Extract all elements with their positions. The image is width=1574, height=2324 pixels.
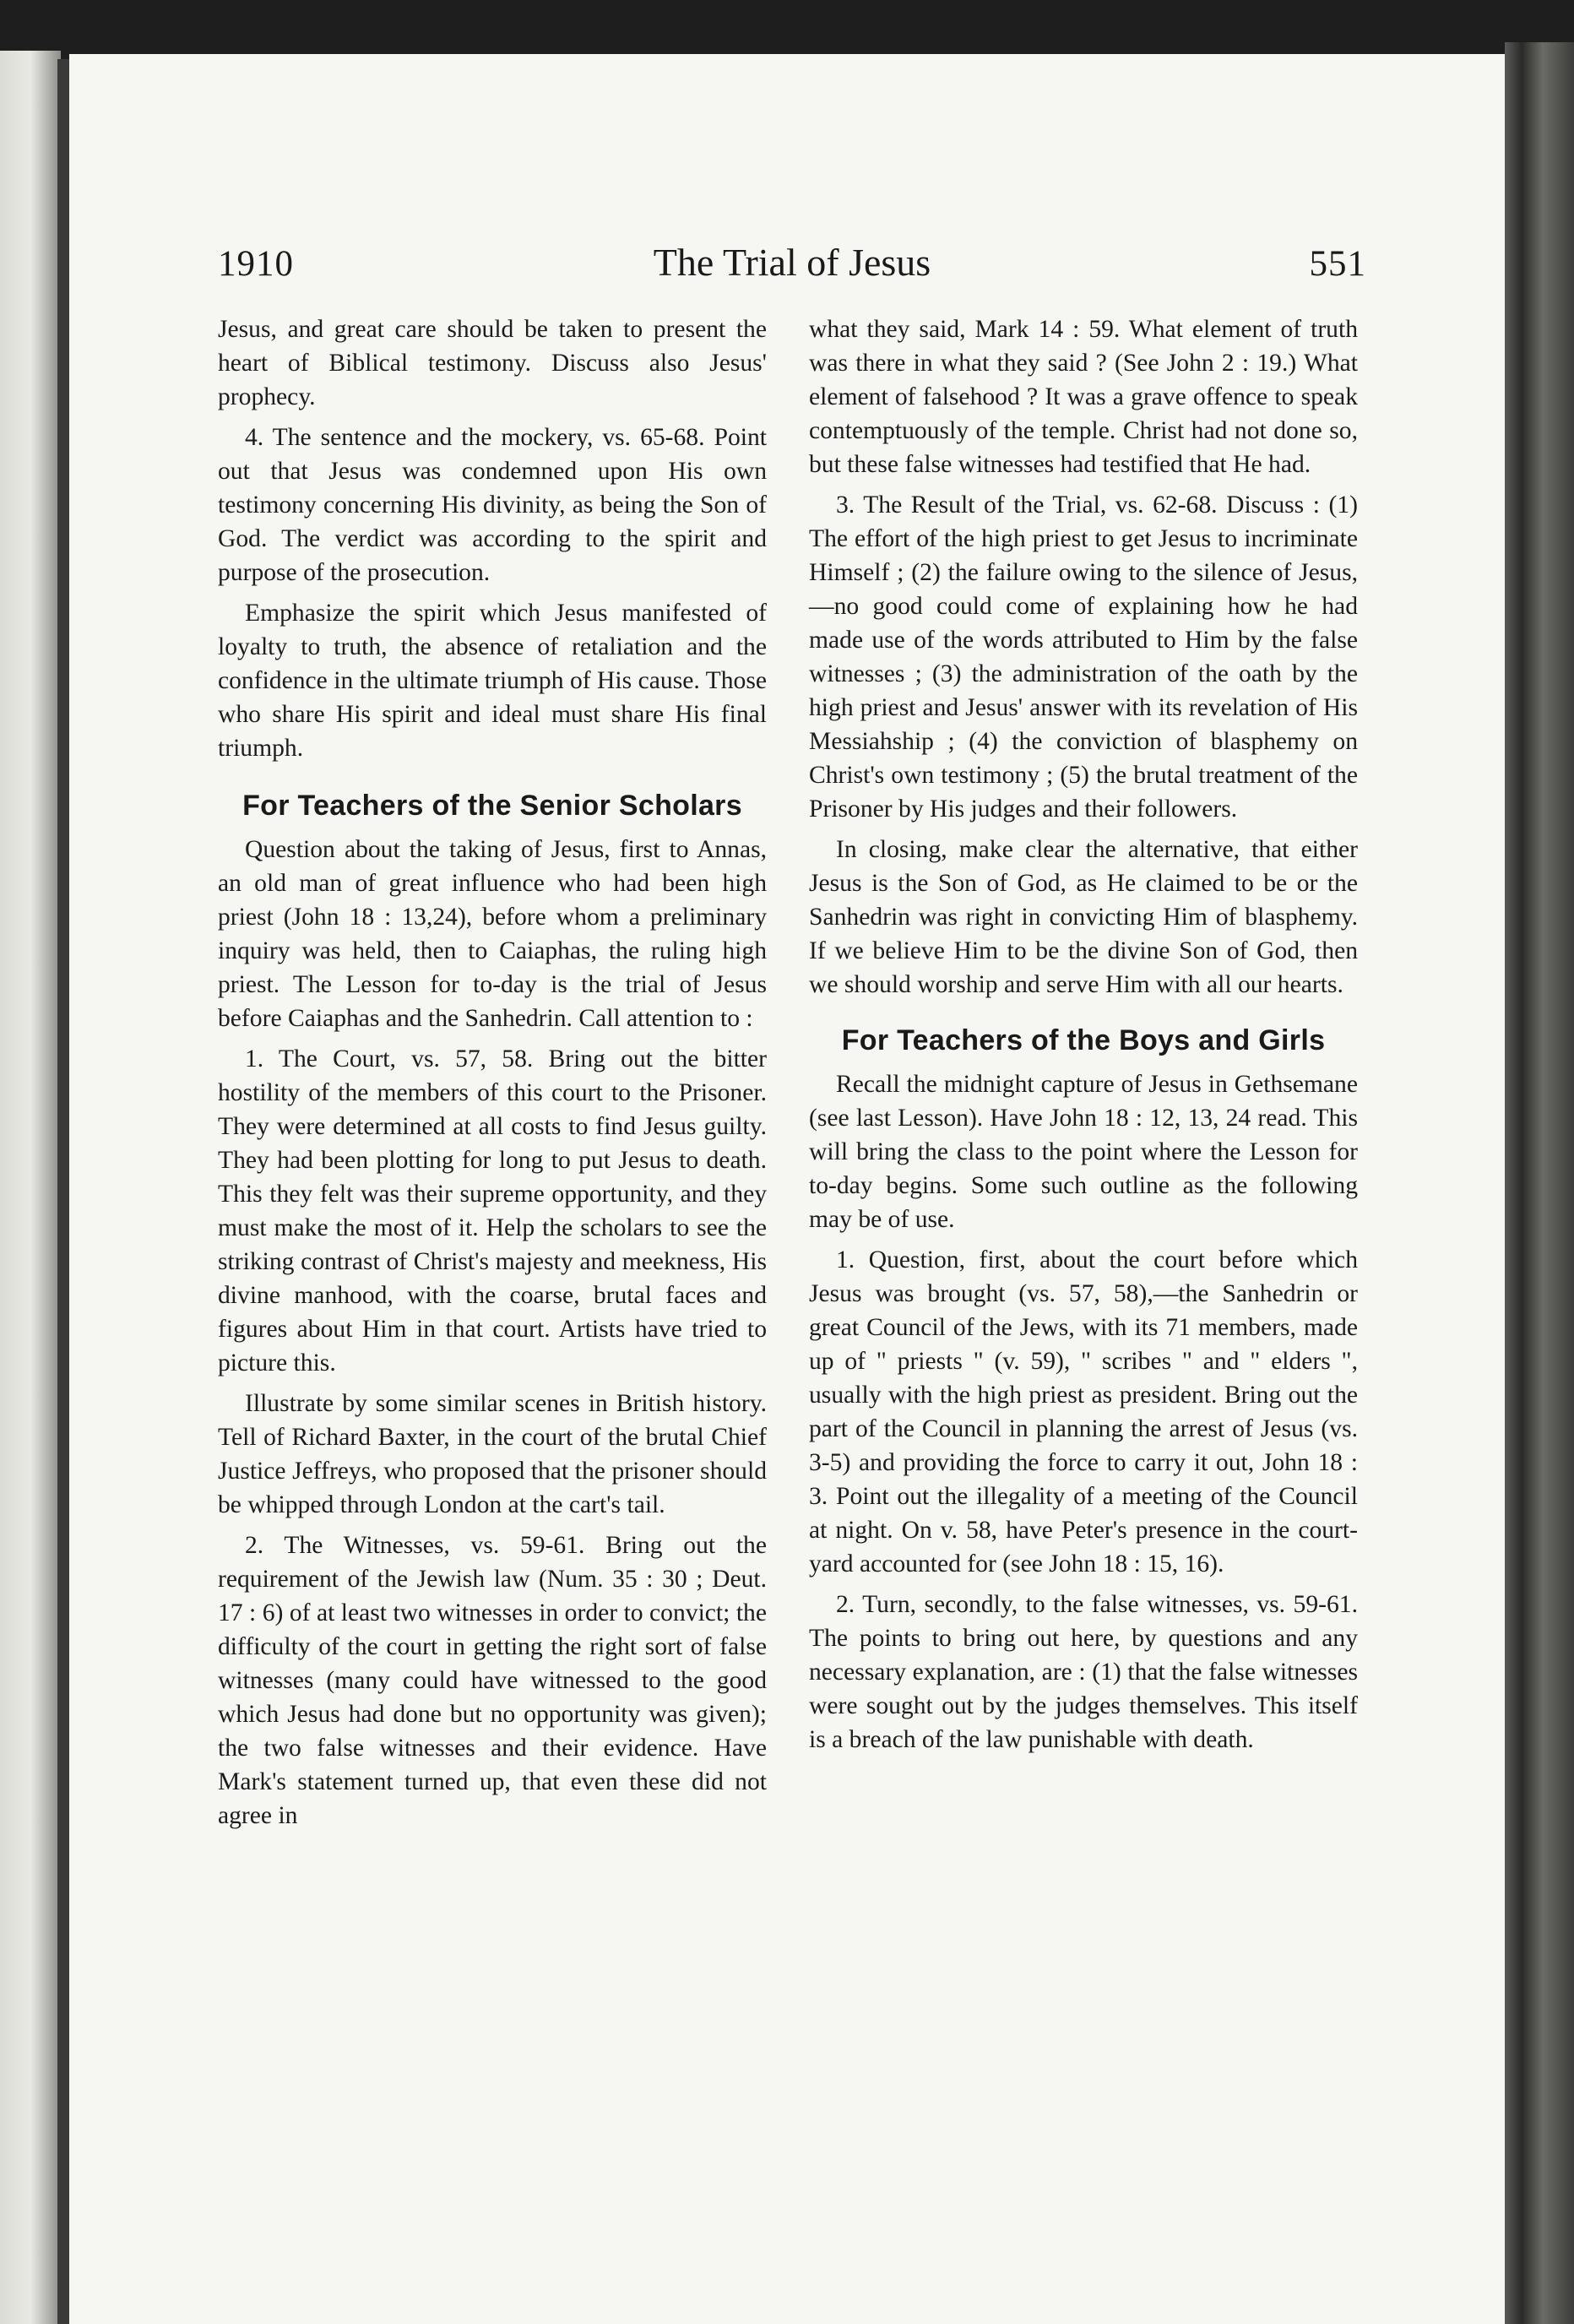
paragraph: Question about the taking of Jesus, first to Annas, an old man of great influence who had been high priest (John 18 : 13,24), before whom a preliminary inquiry was held, then to Caiaphas, the ruling high priest. The Lesson for to-day is the trial of Jesus before Caiaphas and the Sanhedrin. Call attention to : bbox=[218, 836, 767, 1032]
paragraph: 1. Question, first, about the court before which Jesus was brought (vs. 57, 58),—the Sanhedrin or great Council of the Jews, with its 71 members, made up of " priests " (v. 59), " scribes " and " elders ", usually with the high priest as president. Bring out the part of the Council in planning the arrest of Jesus (vs. 3-5) and providing the force to carry it out, John 18 : 3. Point out the illegality of a meeting of the Council at night. On v. 58, have Peter's presence in the court-yard accounted for (see John 18 : 15, 16). bbox=[809, 1246, 1358, 1577]
header-title: The Trial of Jesus bbox=[653, 241, 931, 284]
paragraph: Jesus, and great care should be taken to present the heart of Biblical testimony. Discuss also Jesus' prophecy. bbox=[218, 316, 767, 410]
section-heading-senior-scholars: For Teachers of the Senior Scholars bbox=[242, 790, 742, 822]
paragraph: In closing, make clear the alternative, that either Jesus is the Son of God, as He claimed to be or the Sanhedrin was right in convicting Him of blasphemy. If we believe Him to be the divine Son of God, then we should worship and serve Him with all our hearts. bbox=[809, 836, 1358, 998]
running-header bbox=[218, 243, 1366, 294]
paragraph: 1. The Court, vs. 57, 58. Bring out the bitter hostility of the members of this court to the Prisoner. They were determined at all costs to find Jesus guilty. They had been plotting for long to put Jesus to death. This they felt was their supreme opportunity, and they must make the most of it. Help the scholars to see the striking contrast of Christ's majesty and meekness, His divine manhood, with the coarse, brutal faces and figures about Him in that court. Artists have tried to picture this. bbox=[218, 1045, 767, 1376]
paragraph: 2. Turn, secondly, to the false witnesses, vs. 59-61. The points to bring out here, by questions and any necessary explanation, are : (1) that the false witnesses were sought out by the judges themselves. This itself is a breach of the law punishable with death. bbox=[809, 1591, 1358, 1753]
header-year: 1910 bbox=[218, 244, 294, 284]
paragraph: what they said, Mark 14 : 59. What element of truth was there in what they said ? (See John 2 : 19.) What element of falsehood ? It was a grave offence to speak contemptuously of the temple. Christ had not done so, but these false witnesses had testified that He had. bbox=[809, 316, 1358, 478]
section-heading-boys-and-girls: For Teachers of the Boys and Girls bbox=[841, 1024, 1326, 1056]
paragraph: Emphasize the spirit which Jesus manifested of loyalty to truth, the absence of retaliation and the confidence in the ultimate triumph of His cause. Those who share His spirit and ideal must share His final triumph. bbox=[218, 600, 767, 762]
paragraph: Recall the midnight capture of Jesus in Gethsemane (see last Lesson). Have John 18 : 12, 13, 24 read. This will bring the class to the point where the Lesson for to-day begins. Some such outline as the following may be of use. bbox=[809, 1071, 1358, 1233]
book-page-stack-edge bbox=[1505, 42, 1574, 2324]
book-gutter bbox=[57, 59, 69, 2324]
paragraph: 3. The Result of the Trial, vs. 62-68. Discuss : (1) The effort of the high priest to get Jesus to incriminate Himself ; (2) the failure owing to the silence of Jesus,—no good could come of explaining how he had made use of the words attributed to Him by the false witnesses ; (3) the administration of the oath by the high priest and Jesus' answer with its revelation of His Messiahship ; (4) the conviction of blasphemy on Christ's own testimony ; (5) the brutal treatment of the Prisoner by His judges and their followers. bbox=[809, 491, 1358, 823]
paragraph: 2. The Witnesses, vs. 59-61. Bring out the requirement of the Jewish law (Num. 35 : 30 ; Deut. 17 : 6) of at least two witnesses in order to convict; the difficulty of the court in getting the right sort of false witnesses (many could have witnessed to the good which Jesus had done but no opportunity was given); the two false witnesses and their evidence. Have Mark's statement turned up, that even these did not agree in bbox=[218, 1532, 767, 1829]
right-column bbox=[809, 312, 1358, 1763]
facing-page-edge bbox=[0, 51, 61, 2324]
paragraph: Illustrate by some similar scenes in British history. Tell of Richard Baxter, in the court of the brutal Chief Justice Jeffreys, who proposed that the prisoner should be whipped through London at the cart's tail. bbox=[218, 1390, 767, 1518]
paragraph: 4. The sentence and the mockery, vs. 65-68. Point out that Jesus was condemned upon His own testimony concerning His divinity, as being the Son of God. The verdict was according to the spirit and purpose of the prosecution. bbox=[218, 424, 767, 586]
page-number: 551 bbox=[1309, 244, 1366, 284]
left-column bbox=[218, 312, 767, 1839]
